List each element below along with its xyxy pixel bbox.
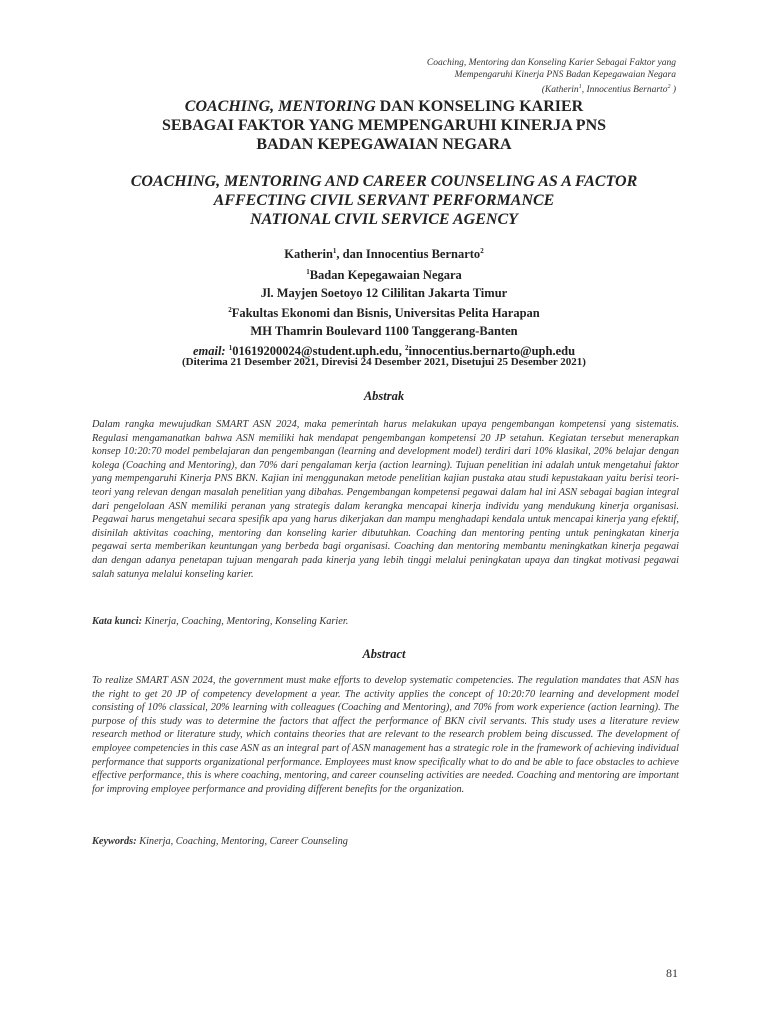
affiliation-1-address: Jl. Mayjen Soetoyo 12 Cililitan Jakarta Timur	[260, 285, 508, 300]
affiliation-2: $^2$Fakultas Ekonomi dan Bisnis, Universitas Pelita Harapan	[228, 306, 540, 321]
title-line: BADAN KEPEGAWAIAN NEGARA	[256, 136, 512, 153]
title-indonesian	[60, 97, 708, 154]
author-emails: email: $^1$01619200024@student.uph.edu, $^2$innocentius.bernarto@uph.edu	[192, 344, 576, 359]
title-english	[60, 172, 708, 229]
affiliation-1: $^1$Badan Kepegawaian Negara	[306, 267, 462, 282]
affiliation-2-address: MH Thamrin Boulevard 1100 Tanggerang-Banten	[250, 323, 518, 338]
abstract-heading: Abstract	[362, 647, 406, 661]
kata-kunci: Kata kunci: Kinerja, Coaching, Mentoring, Konseling Karier.	[92, 616, 349, 627]
email-link-1[interactable]: 01619200024@student.uph.edu	[232, 344, 399, 359]
keywords: Keywords: Kinerja, Coaching, Mentoring, Career Counseling	[92, 836, 348, 847]
running-header-authors: (Katherin$^1$, Innocentius Bernarto$^2$ )	[541, 84, 676, 96]
title-line: NATIONAL CIVIL SERVICE AGENCY	[250, 211, 518, 228]
title-line: SEBAGAI FAKTOR YANG MEMPENGARUHI KINERJA PNS	[161, 117, 607, 134]
title-line: COACHING, MENTORING DAN KONSELING KARIER	[184, 98, 584, 115]
page-number: 81	[666, 966, 678, 980]
abstrak-body: Dalam rangka mewujudkan SMART ASN 2024, maka pemerintah harus melakukan upaya pengembangan kompetensi yang sistematis. Regulasi mengamanatkan bahwa ASN memiliki hak mendapat pengembangan kompetensi 20 JP setahun. Kegiatan tersebut menerapkan konsep 10:20:70 model pembelajaran dan pengembangan (learning and development model) terdiri dari 10% klasikal, 20% belajar dengan kolega (Coaching and Mentoring), dan 70% dari pengalaman kerja (action learning). Tujuan penelitian ini adalah untuk mengetahui faktor yang mempengaruhi Kinerja PNS BKN. Kajian ini menggunakan metode penelitian kajian pustaka atau studi kepustakaan yaitu berisi teori-teori yang relevan dengan masalah penelitian yang dibahas. Pengembangan kompetensi pegawai dalam hal ini ASN sebagai bagian integral dari pengelolaan ASN memiliki peranan yang strategis dalam kerangka mencapai kinerja individu yang mendukung kinerja organisasi. Pegawai harus mengetahui secara spesifik apa yang harus dikerjakan dan mampu menghadapi kendala untuk mencapai kinerja yang efektif, disinilah aktivitas coaching, mentoring dan konseling karier dibutuhkan. Coaching dan mentoring penting untuk peningkatan kinerja pegawai serta memberikan keuntungan yang berbeda bagi organisasi. Coaching dan mentoring membantu meningkatkan kinerja pegawai dan dengan adanya penetapan tujuan mengarah pada kinerja yang lebih tinggi melalui peningkatan upaya dan tingkat motivasi pegawai salah satunya melalui konseling karier.	[92, 419, 679, 580]
running-header	[336, 57, 676, 96]
title-line: COACHING, MENTORING AND CAREER COUNSELING AS A FACTOR	[130, 173, 638, 190]
title-line: AFFECTING CIVIL SERVANT PERFORMANCE	[213, 192, 555, 209]
author-names: Katherin$^1$, dan Innocentius Bernarto$^2$	[284, 247, 484, 262]
abstract-body: To realize SMART ASN 2024, the government must make efforts to develop systematic competencies. The regulation mandates that ASN has the right to get 20 JP of competency development a year. The activity applies the concept of 10:20:70 learning and development model consisting of 10% classical, 20% learning with colleagues (Coaching and Mentoring), and 70% from work experience (action learning). The purpose of this study was to determine the factors that affect the performance of BKN civil servants. This study uses a literature review research method or literature study, which contains theories that are relevant to the research problem being discussed. The development of employee competencies in this case ASN as an integral part of ASN management has a strategic role in the framework of achieving individual performance that supports organizational performance. Employees must know specifically what to do and be able to face obstacles to achieve effective performance, this is where coaching, mentoring, and career counseling activities are needed. Coaching and mentoring are important for improving employee performance and providing different benefits for the organization.	[92, 675, 679, 795]
running-header-line: Coaching, Mentoring dan Konseling Karier Sebagai Faktor yang	[426, 58, 676, 68]
submission-dates: (Diterima 21 Desember 2021, Direvisi 24 Desember 2021, Disetujui 25 Desember 2021)	[182, 356, 586, 368]
author-block	[60, 243, 708, 361]
running-header-line: Mempengaruhi Kinerja PNS Badan Kepegawaian Negara	[454, 70, 676, 80]
abstrak-heading: Abstrak	[363, 389, 405, 403]
email-link-2[interactable]: innocentius.bernarto@uph.edu	[408, 344, 576, 359]
